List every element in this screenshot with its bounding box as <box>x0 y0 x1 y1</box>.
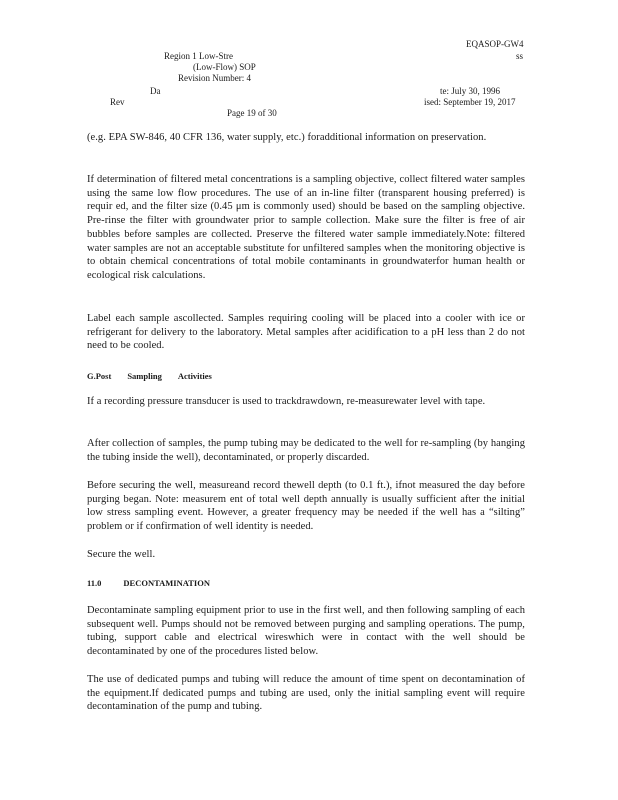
paragraph-label-samples: Label each sample ascollected. Samples requiring cooling will be placed into a cooler with ice or refrigerant for delivery to the laboratory. Metal samples after acidification to a pH less than 2 do not need to be cooled. <box>87 313 525 352</box>
header-revision-line: Revision Number: 4 <box>178 73 251 83</box>
doc-id: EQASOP-GW4 <box>466 39 524 49</box>
section-title-word: Sampling <box>127 371 162 381</box>
paragraph-dedicated-pumps: The use of dedicated pumps and tubing will reduce the amount of time spent on decontamination of the equipment.If dedicated pumps and tubing are used, only the initial sampling event will require decontamination of the pump and tubing. <box>87 674 525 713</box>
section-heading-post-sampling <box>87 371 228 381</box>
section-number: G.Post <box>87 371 112 381</box>
paragraph-well-depth: Before securing the well, measureand record thewell depth (to 0.1 ft.), ifnot measured the day before purging began. Note: measurem ent of total well depth annually is usually sufficient after the initial low stress sampling event. However, a greater frequency may be needed if the well has a “silting” problem or if confirmation of well identity is needed. <box>87 480 525 533</box>
header-region-line-end: ss <box>516 51 524 61</box>
paragraph-transducer: If a recording pressure transducer is used to trackdrawdown, re-measurewater level with tape. <box>87 396 486 407</box>
paragraph-preservation: (e.g. EPA SW-846, 40 CFR 136, water supply, etc.) foradditional information on preservation. <box>87 132 487 143</box>
section-title-word: Activities <box>177 371 212 381</box>
paragraph-decontaminate: Decontaminate sampling equipment prior to use in the first well, and then following sampling of each subsequent well. Pumps should not be removed between purging and sampling operations. The pump, tubing, support cable and electrical wireswhich were in contact with the well should be decontaminated by one of the procedures listed below. <box>87 605 525 658</box>
header-date-value: te: July 30, 1996 <box>440 86 500 96</box>
paragraph-secure-well: Secure the well. <box>87 549 156 560</box>
section-heading-decontamination <box>87 578 226 588</box>
paragraph-filtered-metals: If determination of filtered metal concentrations is a sampling objective, collect filtered water samples using the same low flow procedures. The use of an in-line filter (transparent housing preferred) is requir ed, and the filter size (0.45 μm is commonly used) should be based on the sampling objective. Pre-rinse the filter with groundwater prior to sample collection. Make sure the filter is free of air bubbles before samples are collected. Preserve the filtered water sample immediately.Note: filtered water samples are not an acceptable substitute for unfiltered samples when the monitoring objective is to obtain chemical concentrations of total mobile contaminants in groundwaterfor human health or ecological risk calculations. <box>87 174 525 281</box>
header-flow-line: (Low-Flow) SOP <box>193 62 256 72</box>
header-date-label: Da <box>150 86 161 96</box>
header-region-line: Region 1 Low-Stre <box>164 51 233 61</box>
section-number: 11.0 <box>87 578 102 588</box>
header-revised-label: Rev <box>110 97 125 107</box>
paragraph-pump-tubing: After collection of samples, the pump tubing may be dedicated to the well for re-sampling (by hanging the tubing inside the well), decontaminated, or properly discarded. <box>87 438 525 463</box>
section-title: DECONTAMINATION <box>123 578 210 588</box>
header-revised-value: ised: September 19, 2017 <box>424 97 516 107</box>
page-number: Page 19 of 30 <box>227 108 277 118</box>
